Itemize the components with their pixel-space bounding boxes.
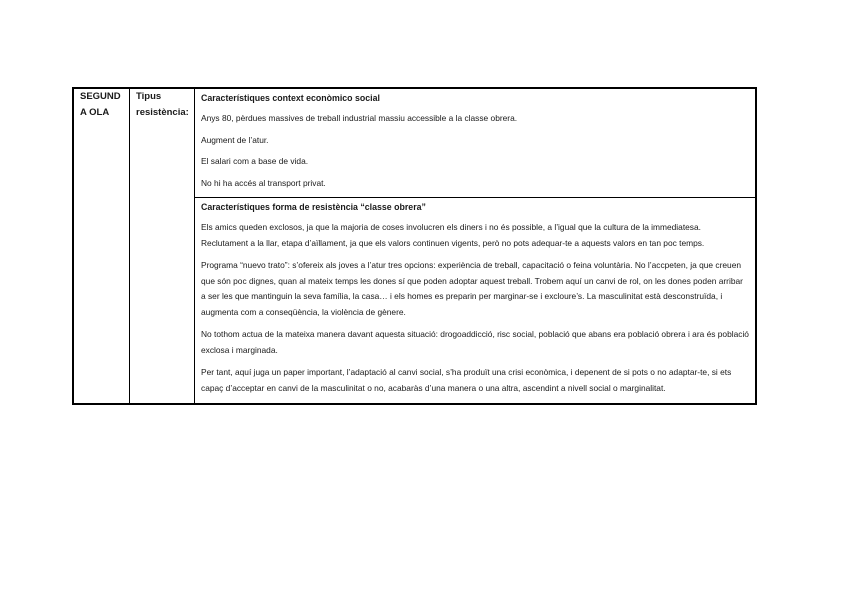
table-row — [73, 88, 756, 198]
context-heading: Característiques context econòmico social — [201, 93, 380, 103]
resistance-paragraph: No tothom actua de la mateixa manera davant aquesta situació: drogoaddicció, risc social, població que abans era població obrera i ara és població exclosa i marginada. — [201, 329, 749, 355]
wave-label-cell — [73, 88, 130, 404]
resistance-paragraph: Els amics queden exclosos, ja que la majoria de coses involucren els diners i no és possible, a l’igual que la cultura de la immediatesa. Reclutament a la llar, etapa d’aïllament, ja que els valors continuen vigents, però no pots adequar-te a aquests valors en tan poc temps. — [201, 222, 705, 248]
resistance-paragraph: Programa “nuevo trato”: s’ofereix als joves a l’atur tres opcions: experiència de treball, capacitació o feina voluntària. No l’accpeten, ja que creuen que són poc dignes, quan al mateix temps les dones sí que poden adoptar aquest treball. Trobem aquí un canvi de rol, on les dones poden arribar a ser les que mantinguin la seva família, la casa… i els homes es preparin per marginar-se i excloure’s. La masculinitat està desconstruïda, i augmenta com a conseqüència, la violència de gènere. — [201, 260, 743, 317]
resistance-heading: Característiques forma de resistència “classe obrera” — [201, 202, 426, 212]
context-paragraph: No hi ha accés al transport privat. — [201, 177, 326, 188]
context-section — [195, 88, 757, 198]
context-paragraph: Anys 80, pèrdues massives de treball industrial massiu accessible a la classe obrera. — [201, 113, 518, 123]
resistance-paragraph: Per tant, aquí juga un paper important, l’adaptació al canvi social, s’ha produït una crisi econòmica, i depenent de si pots o no adaptar-te, si ets capaç d’acceptar en canvi de la masculinitat o no, acabaràs d’una manera o una altra, ascendint a nivell social o marginalitat. — [201, 367, 732, 393]
type-label: Tipus resistència: — [136, 91, 189, 118]
context-paragraph: El salari com a base de vida. — [201, 156, 309, 166]
resistance-section — [195, 198, 757, 405]
context-paragraph: Augment de l’atur. — [201, 134, 269, 145]
wave-label: SEGUND A OLA — [80, 91, 121, 118]
type-label-cell — [130, 88, 195, 404]
document-table — [72, 87, 757, 405]
